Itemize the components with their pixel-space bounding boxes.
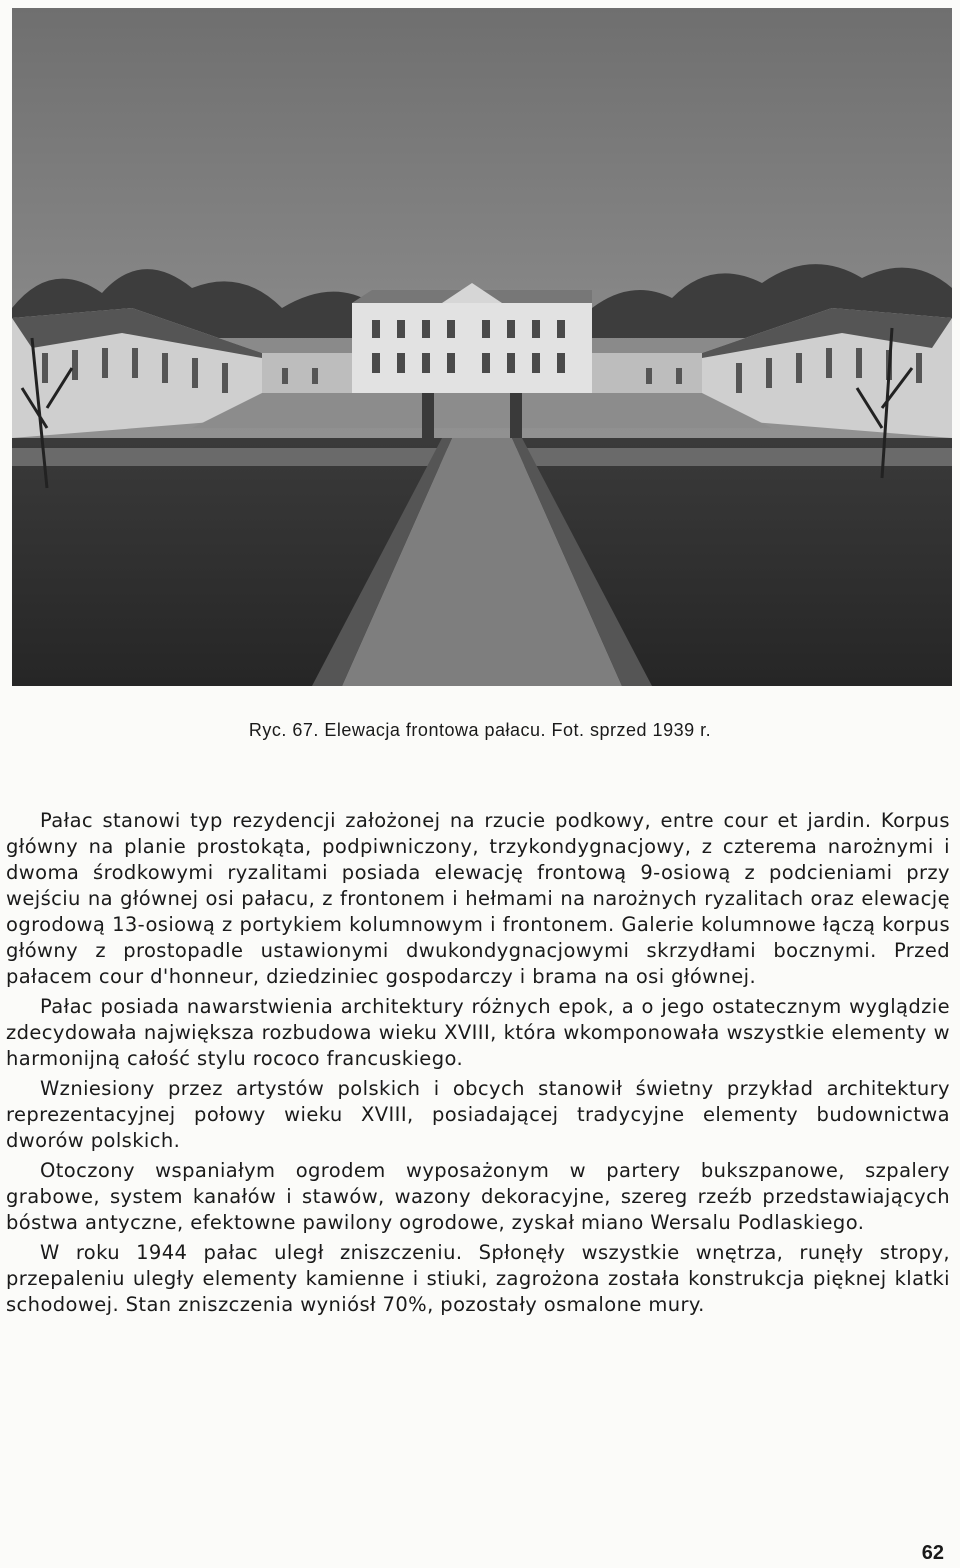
figure-caption: Ryc. 67. Elewacja frontowa pałacu. Fot. sprzed 1939 r. — [248, 720, 712, 740]
paragraph: W roku 1944 pałac uległ zniszczeniu. Spłonęły wszystkie wnętrza, runęły stropy, przepaleniu uległy elementy kamienne i stiuki, zagrożona została konstrukcja pięknej klatki schodowej. Stan zniszczenia wyniósł 70%, pozostały osmalone mury. — [6, 1241, 950, 1316]
palace-photo-icon — [12, 8, 952, 686]
page-number: 62 — [921, 1542, 944, 1564]
paragraph: Wzniesiony przez artystów polskich i obcych stanowił świetny przykład architektury reprezentacyjnej połowy wieku XVIII, posiadającej tradycyjne elementy budownictwa dworów polskich. — [6, 1077, 950, 1152]
paragraph: Pałac stanowi typ rezydencji założonej na rzucie podkowy, entre cour et jardin. Korpus główny na planie prostokąta, podpiwniczony, trzykondygnacjowy, z czterema narożnymi i dwoma środkowymi ryzalitami posiada elewację frontową 9-osiową z podcieniami przy wejściu na głównej osi pałacu, z frontonem i hełmami na narożnych ryzalitach oraz elewację ogrodową 13-osiową z portykiem kolumnowym i frontonem. Galerie kolumnowe łączą korpus główny z prostopadle ustawionymi dwukondygnacjowymi skrzydłami bocznymi. Przed pałacem cour d'honneur, dziedziniec gospodarczy i brama na osi głównej. — [6, 809, 950, 988]
paragraph: Pałac posiada nawarstwienia architektury różnych epok, a o jego ostatecznym wyglądzie zdecydowała największa rozbudowa wieku XVIII, która wkomponowała wszystkie elementy w harmonijną całość stylu rococo francuskiego. — [6, 995, 950, 1070]
paragraph: Otoczony wspaniałym ogrodem wyposażonym w partery bukszpanowe, szpalery grabowe, system kanałów i stawów, wazony dekoracyjne, szereg rzeźb przedstawiających bóstwa antyczne, efektowne pawilony ogrodowe, zyskał miano Wersalu Podlaskiego. — [6, 1159, 950, 1234]
palace-photo — [12, 8, 952, 686]
body-text — [6, 808, 950, 1322]
